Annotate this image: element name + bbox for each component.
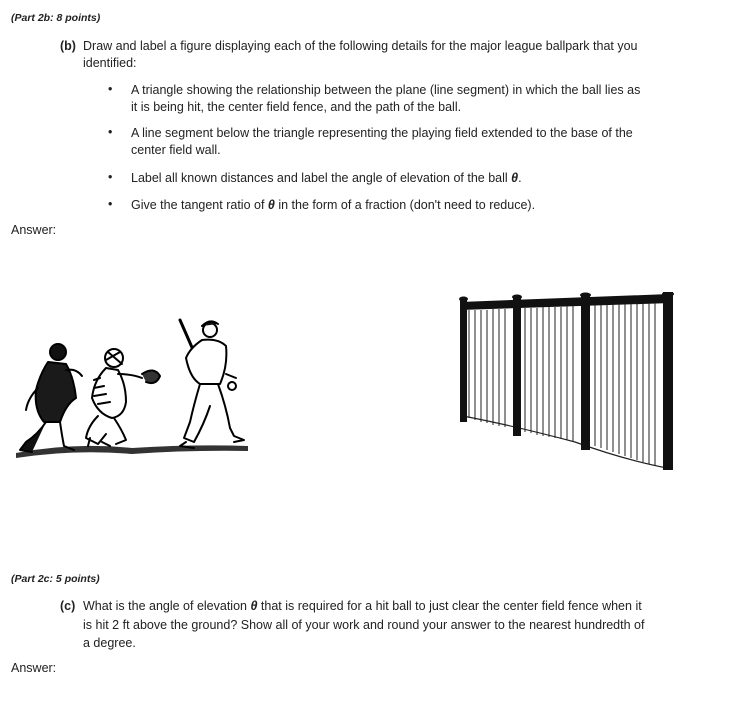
- bullet-4-text: [131, 197, 535, 214]
- part-2c-header: (Part 2c: 5 points): [11, 573, 100, 585]
- bullet-1-line2: it is being hit, the center field fence, and the path of the ball.: [131, 100, 462, 114]
- bullet-4-marker: •: [108, 197, 113, 211]
- bullet-3-text-pre: Label all known distances and label the angle of elevation of the ball: [131, 171, 512, 185]
- center-field-fence-illustration: [455, 292, 680, 474]
- question-c-text-line3: a degree.: [83, 636, 136, 650]
- theta-symbol: θ: [250, 599, 258, 613]
- question-c-text-pre: What is the angle of elevation: [83, 599, 251, 613]
- bullet-4-text-post: in the form of a fraction (don't need to reduce).: [274, 198, 536, 212]
- theta-symbol: θ: [511, 171, 519, 185]
- theta-symbol: θ: [267, 198, 275, 212]
- question-b-text-line1: Draw and label a figure displaying each of the following details for the major league ballpark that you: [83, 39, 638, 53]
- bullet-2-line1: A line segment below the triangle representing the playing field extended to the base of the: [131, 126, 633, 140]
- bullet-3-text-post: .: [518, 171, 522, 185]
- question-c-label: (c): [60, 599, 76, 613]
- answer-2b-label: Answer:: [11, 223, 57, 237]
- bullet-1-line1: A triangle showing the relationship between the plane (line segment) in which the ball lies as: [131, 83, 641, 97]
- bullet-1-marker: •: [108, 82, 113, 96]
- bullet-3-text: [131, 170, 522, 187]
- part-2b-header: (Part 2b: 8 points): [11, 12, 101, 24]
- question-b-label: (b): [60, 39, 76, 53]
- bullet-3-marker: •: [108, 170, 113, 184]
- bullet-2-marker: •: [108, 125, 113, 139]
- question-b-text-line2: identified:: [83, 56, 137, 70]
- bullet-2-line2: center field wall.: [131, 143, 221, 157]
- answer-2c-label: Answer:: [11, 661, 57, 675]
- baseball-players-illustration: [14, 318, 250, 463]
- bullet-4-text-pre: Give the tangent ratio of: [131, 198, 268, 212]
- question-c-text-post: that is required for a hit ball to just clear the center field fence when it: [257, 599, 642, 613]
- question-c-text-line2: is hit 2 ft above the ground? Show all of your work and round your answer to the nearest hundredth of: [83, 618, 645, 632]
- question-c-text-line1: [83, 598, 642, 615]
